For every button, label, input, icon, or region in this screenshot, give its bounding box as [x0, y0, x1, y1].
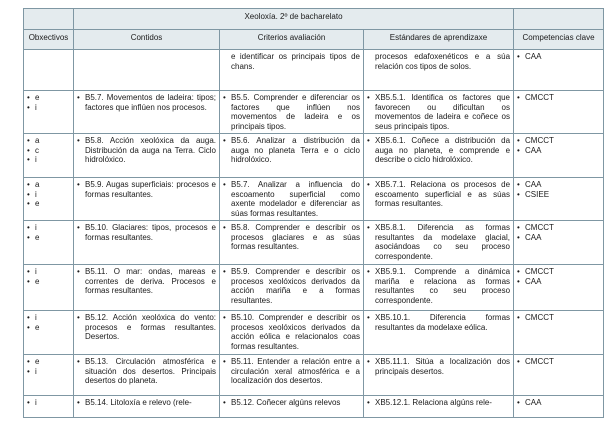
standards-cell [364, 355, 514, 396]
standards-cell [364, 311, 514, 355]
standards-text: XB5.10.1. Diferencia formas resultantes da modelaxe eólica. [375, 313, 511, 332]
bullet-icon: • [517, 93, 520, 102]
competence-item [517, 93, 600, 103]
bullet-icon: • [27, 267, 30, 276]
bullet-icon: • [77, 357, 80, 366]
objective-item [27, 398, 70, 408]
competences-cell [514, 355, 604, 396]
objective-label: e [35, 322, 40, 332]
bullet-icon: • [27, 199, 30, 208]
bullet-icon: • [27, 136, 30, 145]
bullet-icon: • [27, 189, 30, 199]
competence-item [517, 313, 600, 323]
criteria-cell [220, 265, 364, 311]
criteria-text: e identificar os principais tipos de chans. [231, 52, 360, 71]
bullet-icon: • [517, 145, 520, 155]
competence-label: CAA [525, 52, 542, 61]
bullet-icon: • [27, 180, 30, 189]
standards-text: XB5.7.1. Relaciona os procesos de escoamento superficial e as súas formas resultantes. [375, 180, 511, 208]
criteria-text: B5.11. Entender a relación entre a circulación xeral atmosférica e a localización dos desertos. [231, 357, 360, 385]
criteria-text: B5.8. Comprender e describir os procesos glaciares e as súas formas resultantes. [231, 223, 360, 251]
bullet-icon: • [517, 267, 520, 276]
bullet-icon: • [223, 223, 226, 232]
standards-text: XB5.11.1. Sitúa a localización dos principais desertos. [375, 357, 511, 376]
table-row [24, 311, 604, 355]
competence-item [517, 233, 600, 243]
competence-label: CAA [525, 145, 542, 155]
standards-cell [364, 396, 514, 418]
table-row [24, 265, 604, 311]
bullet-icon: • [77, 93, 80, 102]
objective-label: i [35, 267, 37, 276]
bullet-icon: • [223, 93, 226, 102]
objective-item [27, 146, 70, 156]
contents-text: B5.13. Circulación atmosférica e situación dos desertos. Principais desertos do planeta. [85, 357, 216, 385]
contents-cell [74, 265, 220, 311]
bullet-icon: • [223, 180, 226, 189]
objectives-cell [24, 50, 74, 91]
objective-item [27, 199, 70, 209]
competence-item [517, 146, 600, 156]
competence-label: CMCCT [525, 357, 554, 366]
standards-text: XB5.6.1. Coñece a distribución da auga no planeta, e comprende e describe o ciclo hidrolóxico. [375, 136, 511, 164]
objectives-cell [24, 178, 74, 221]
contents-cell [74, 221, 220, 265]
table-body [24, 50, 604, 418]
competences-cell [514, 311, 604, 355]
competences-cell [514, 265, 604, 311]
competences-cell [514, 134, 604, 178]
standards-cell [364, 221, 514, 265]
header-competences: Competencias clave [514, 30, 604, 50]
contents-cell [74, 355, 220, 396]
competences-cell [514, 91, 604, 134]
criteria-text: B5.5. Comprender e diferenciar os factores que inflúen nos movementos de ladeira e os principais tipos. [231, 93, 360, 131]
bullet-icon: • [517, 189, 520, 199]
corner-cell [24, 9, 74, 30]
competence-label: CAA [525, 398, 542, 407]
standards-text: XB5.9.1. Comprende a dinámica mariña e relaciona as formas resultantes co seu proceso correspondente. [375, 267, 511, 305]
objective-label: e [35, 199, 40, 208]
objective-item [27, 103, 70, 113]
contents-cell [74, 91, 220, 134]
objective-label: i [35, 223, 37, 232]
objective-item [27, 313, 70, 323]
criteria-text: B5.12. Coñecer algúns relevos [231, 398, 341, 407]
contents-cell [74, 311, 220, 355]
objective-label: i [35, 313, 37, 322]
bullet-icon: • [367, 180, 370, 189]
header-criteria: Criterios avaliación [220, 30, 364, 50]
criteria-text: B5.9. Comprender e describir os procesos xeolóxicos derivados da acción mariña e a formas resultantes. [231, 267, 360, 305]
table-row [24, 396, 604, 418]
contents-text: B5.7. Movementos de ladeira: tipos; factores que inflúen nos procesos. [85, 93, 216, 112]
table-row [24, 178, 604, 221]
competence-label: CMCCT [525, 93, 554, 102]
bullet-icon: • [27, 232, 30, 242]
objective-item [27, 277, 70, 287]
criteria-cell [220, 134, 364, 178]
bullet-icon: • [77, 313, 80, 322]
header-objectives: Obxectivos [24, 30, 74, 50]
table-row [24, 91, 604, 134]
objective-label: i [35, 155, 37, 164]
standards-text: XB5.8.1. Diferencia as formas resultantes da modelaxe glacial, asociándoas co seu proceso correspondente. [375, 223, 511, 261]
bullet-icon: • [27, 313, 30, 322]
competence-label: CMCCT [525, 313, 554, 322]
criteria-cell [220, 221, 364, 265]
competence-item [517, 180, 600, 190]
criteria-cell [220, 91, 364, 134]
bullet-icon: • [517, 52, 520, 61]
bullet-icon: • [367, 357, 370, 366]
bullet-icon: • [367, 313, 370, 322]
bullet-icon: • [77, 398, 80, 407]
standards-text: XB5.12.1. Relaciona algúns rele- [375, 398, 492, 407]
criteria-cell [220, 355, 364, 396]
bullet-icon: • [223, 357, 226, 366]
table-row [24, 355, 604, 396]
competence-label: CMCCT [525, 136, 554, 145]
criteria-text: B5.6. Analizar a distribución da auga no planeta Terra e o ciclo hidrolóxico. [231, 136, 360, 164]
competence-item [517, 52, 600, 62]
competence-label: CMCCT [525, 223, 554, 232]
competence-item [517, 277, 600, 287]
objective-label: i [35, 102, 37, 112]
contents-cell [74, 134, 220, 178]
standards-cell [364, 91, 514, 134]
header-contents: Contidos [74, 30, 220, 50]
bullet-icon: • [223, 267, 226, 276]
objective-label: e [35, 276, 40, 286]
competences-cell [514, 50, 604, 91]
bullet-icon: • [517, 276, 520, 286]
competence-item [517, 136, 600, 146]
bullet-icon: • [77, 136, 80, 145]
objective-label: i [35, 189, 37, 199]
contents-text: B5.12. Acción xeolóxica do vento: procesos e formas resultantes. Desertos. [85, 313, 216, 341]
objective-label: e [35, 357, 40, 366]
objective-label: c [35, 145, 39, 155]
criteria-cell [220, 50, 364, 91]
table-row [24, 221, 604, 265]
objective-item [27, 223, 70, 233]
standards-cell [364, 50, 514, 91]
bullet-icon: • [367, 223, 370, 232]
objective-label: e [35, 93, 40, 102]
competence-label: CAA [525, 232, 542, 242]
bullet-icon: • [223, 398, 226, 407]
criteria-cell [220, 396, 364, 418]
criteria-cell [220, 178, 364, 221]
standards-cell [364, 265, 514, 311]
standards-cell [364, 178, 514, 221]
standards-cell [364, 134, 514, 178]
bullet-icon: • [517, 357, 520, 366]
standards-text: XB5.5.1. Identifica os factores que favorecen ou dificultan os movementos de ladeira e coñece os seus principais tipos. [375, 93, 511, 131]
header-standards: Estándares de aprendizaxe [364, 30, 514, 50]
competences-cell [514, 178, 604, 221]
bullet-icon: • [223, 136, 226, 145]
contents-text: B5.14. Litoloxía e relevo (rele- [85, 398, 192, 407]
competences-cell [514, 221, 604, 265]
bullet-icon: • [27, 93, 30, 102]
criteria-cell [220, 311, 364, 355]
objective-item [27, 190, 70, 200]
objective-item [27, 323, 70, 333]
bullet-icon: • [77, 267, 80, 276]
objectives-cell [24, 265, 74, 311]
bullet-icon: • [77, 223, 80, 232]
bullet-icon: • [27, 102, 30, 112]
criteria-text: B5.10. Comprender e describir os procesos xeolóxicos derivados da acción eólica e relacionalos coas formas resultantes. [231, 313, 360, 351]
competence-item [517, 223, 600, 233]
bullet-icon: • [517, 313, 520, 322]
objectives-cell [24, 311, 74, 355]
table-title: Xeoloxía. 2º de bacharelato [74, 9, 514, 30]
objective-item [27, 233, 70, 243]
table-row [24, 134, 604, 178]
bullet-icon: • [367, 267, 370, 276]
bullet-icon: • [27, 322, 30, 332]
competence-item [517, 357, 600, 367]
objective-label: i [35, 366, 37, 376]
objectives-cell [24, 355, 74, 396]
objective-label: i [35, 398, 37, 407]
contents-text: B5.10. Glaciares: tipos, procesos e formas resultantes. [85, 223, 216, 242]
objective-item [27, 155, 70, 165]
bullet-icon: • [27, 366, 30, 376]
competences-cell [514, 396, 604, 418]
competence-label: CAA [525, 180, 542, 189]
competence-label: CAA [525, 276, 542, 286]
objective-label: e [35, 232, 40, 242]
competence-label: CSIEE [525, 189, 550, 199]
bullet-icon: • [367, 398, 370, 407]
objectives-cell [24, 134, 74, 178]
bullet-icon: • [517, 223, 520, 232]
objectives-cell [24, 396, 74, 418]
bullet-icon: • [223, 313, 226, 322]
objective-item [27, 93, 70, 103]
objective-item [27, 136, 70, 146]
objectives-cell [24, 91, 74, 134]
bullet-icon: • [517, 398, 520, 407]
competence-item [517, 398, 600, 408]
objective-item [27, 267, 70, 277]
objective-item [27, 357, 70, 367]
contents-cell [74, 396, 220, 418]
standards-text: procesos edafoxenéticos e a súa relación cos tipos de solos. [375, 52, 511, 71]
bullet-icon: • [27, 145, 30, 155]
bullet-icon: • [367, 93, 370, 102]
curriculum-table [23, 8, 604, 418]
contents-text: B5.9. Augas superficiais: procesos e formas resultantes. [85, 180, 216, 199]
bullet-icon: • [27, 155, 30, 164]
competence-item [517, 190, 600, 200]
objective-item [27, 180, 70, 190]
competence-label: CMCCT [525, 267, 554, 276]
contents-cell [74, 50, 220, 91]
bullet-icon: • [367, 136, 370, 145]
bullet-icon: • [517, 136, 520, 145]
objective-label: a [35, 136, 40, 145]
contents-text: B5.11. O mar: ondas, mareas e correntes de deriva. Procesos e formas resultantes. [85, 267, 216, 295]
bullet-icon: • [27, 357, 30, 366]
bullet-icon: • [27, 276, 30, 286]
criteria-text: B5.7. Analizar a influencia do escoamento superficial como axente modelador e diferenciar as súas formas resultantes. [231, 180, 360, 218]
objective-label: a [35, 180, 40, 189]
contents-cell [74, 178, 220, 221]
bullet-icon: • [77, 180, 80, 189]
bullet-icon: • [27, 398, 30, 407]
objective-item [27, 367, 70, 377]
bullet-icon: • [27, 223, 30, 232]
competence-item [517, 267, 600, 277]
bullet-icon: • [517, 232, 520, 242]
objectives-cell [24, 221, 74, 265]
contents-text: B5.8. Acción xeolóxica da auga. Distribución da auga na Terra. Ciclo hidrolóxico. [85, 136, 216, 164]
bullet-icon: • [517, 180, 520, 189]
table-row [24, 50, 604, 91]
corner-cell [514, 9, 604, 30]
